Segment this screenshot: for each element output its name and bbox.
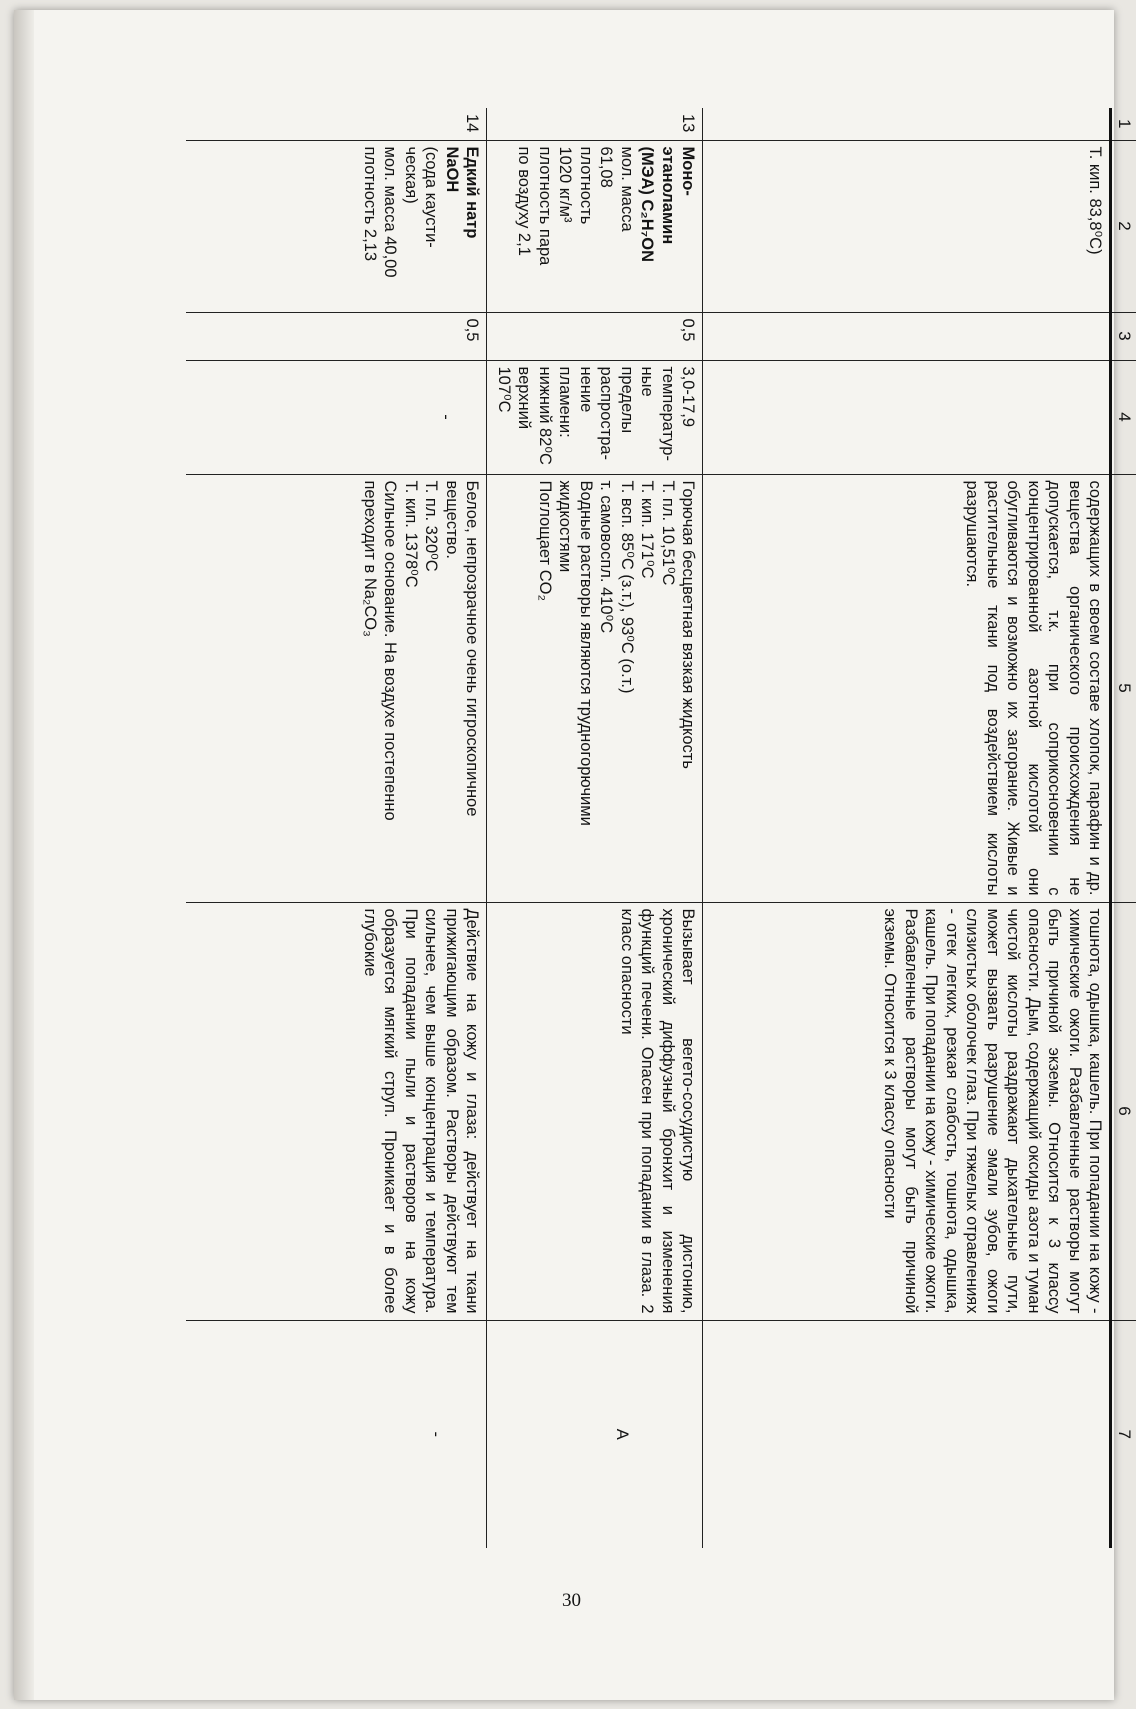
fire-limit-line: верхний	[515, 366, 534, 430]
cell-limit	[703, 312, 1111, 360]
col-header-5: 5	[1111, 474, 1136, 902]
property-line: Горючая бесцветная вязкая жидкость	[679, 480, 697, 769]
fire-limit-line: температур-	[658, 366, 677, 461]
substance-line: мол. масса 40,00	[381, 146, 400, 278]
cell-properties: содержащих в своем составе хлопок, парафин и др. вещества органического происхождения не допускается, т.к. при соприкосновении с концентрированной азотной кислотой они обугливаются и возможно их загорание. Живые и растительные ткани под воздействием кислоты разрушаются.	[703, 474, 1111, 902]
property-line: Т. всп. 85⁰С (з.т.), 93⁰С (о.т.)	[617, 480, 636, 694]
substance-line: плотность 2,13	[360, 146, 379, 262]
property-line: Т. кип. 171⁰С	[638, 480, 657, 579]
substance-line: ческая)	[401, 146, 420, 204]
cell-properties	[487, 474, 703, 902]
cell-properties	[187, 474, 487, 902]
substance-formula: NaOH	[442, 146, 461, 193]
cell-fire-limits	[487, 360, 703, 474]
hazard-table	[187, 108, 1136, 1548]
fire-limit-line: нение	[576, 366, 595, 413]
rotated-table-container	[136, 108, 1136, 1548]
cell-class	[703, 1320, 1111, 1548]
property-line: т. самовоспл. 410⁰С	[597, 480, 616, 634]
fire-limit-line: ные пределы	[617, 366, 657, 434]
cell-class: -	[187, 1320, 487, 1548]
cell-health-effects: тошнота, одышка, кашель. При попадании на кожу - химические ожоги. Разбавленные растворы могут быть причиной экземы. Относится к 3 классу опасности. Дым, содержащий оксиды азота и туман чистой кислоты раздражают дыхательные пути, может вызвать разрушение эмали зубов, ожоги слизистых оболочек глаз. При тяжелых отравлениях - отек легких, резкая слабость, тошнота, одышка, кашель. При попадании на кожу - химические ожоги. Разбавленные растворы могут быть причиной экземы. Относится к 3 классу опасности	[703, 902, 1111, 1320]
header-row	[1111, 108, 1136, 1548]
substance-line: Т. кип. 83,8⁰С)	[1086, 146, 1104, 255]
col-header-6: 6	[1111, 902, 1136, 1320]
fire-limit-line: пламени:	[556, 366, 575, 438]
substance-name-line: Моно-	[679, 146, 697, 196]
cell-limit: 0,5	[487, 312, 703, 360]
cell-health-effects: Вызывает вегето-сосудистую дистонию, хронический диффузный бронхит и изменения функций печени. Опасен при попадании в глаза. 2 класс опасности	[487, 902, 703, 1320]
fire-limit-line: 3,0-17,9	[679, 366, 697, 428]
substance-line: по воздуху 2,1	[515, 146, 534, 256]
property-line: Т. пл. 10,51⁰С	[658, 480, 677, 586]
cell-substance	[703, 140, 1111, 312]
substance-formula: (МЭА) C₂H₇ON	[638, 146, 657, 262]
property-line: Т. пл. 320⁰С	[422, 480, 441, 572]
substance-line: 61,08	[597, 146, 616, 188]
cell-class: А	[487, 1320, 703, 1548]
cell-substance	[487, 140, 703, 312]
property-line: Сильное основание. На воздухе постепенно переходит в Na₂CO₃	[360, 480, 400, 821]
table-row-13	[487, 108, 703, 1548]
property-line: Белое, непрозрачное очень гигроскопичное вещество.	[442, 480, 481, 817]
page-number: 30	[562, 1590, 581, 1611]
col-header-4: 4	[1111, 360, 1136, 474]
fire-limit-line: 107⁰С	[494, 366, 513, 413]
fire-limit-line: нижний 82⁰С	[535, 366, 554, 465]
col-header-7: 7	[1111, 1320, 1136, 1548]
substance-line: 1020 кг/м³	[556, 146, 575, 223]
property-line: Т. кип. 1378⁰С	[401, 480, 420, 588]
property-line: Водные растворы являются трудногорючими жидкостями	[556, 480, 595, 826]
substance-name-line: этаноламин	[658, 146, 677, 245]
table-row-continuation	[703, 108, 1111, 1548]
substance-line: плотность пара	[535, 146, 554, 266]
cell-fire-limits	[187, 360, 487, 474]
col-header-2: 2	[1111, 140, 1136, 312]
cell-health-effects: Действие на кожу и глаза: действует на ткани прижигающим образом. Растворы действуют тем сильнее, чем выше концентрация и температура. При попадании пыли и растворов на кожу образуется мягкий струп. Проникает и в более глубокие	[187, 902, 487, 1320]
page-edge-shadow	[14, 10, 34, 1700]
substance-name-line: Едкий натр	[463, 146, 481, 239]
col-header-1: 1	[1111, 108, 1136, 140]
cell-num: 13	[487, 108, 703, 140]
cell-num	[703, 108, 1111, 140]
cell-fire-limits	[703, 360, 1111, 474]
col-header-3: 3	[1111, 312, 1136, 360]
fire-limit-line: -	[437, 414, 455, 420]
cell-limit: 0,5	[187, 312, 487, 360]
fire-limit-line: распростра-	[597, 366, 616, 461]
substance-line: плотность	[576, 146, 595, 225]
table-row-14	[187, 108, 487, 1548]
property-line: Поглощает CO₂	[535, 480, 554, 601]
substance-line: мол. масса	[617, 146, 636, 232]
substance-line: (сода каусти-	[422, 146, 441, 248]
cell-substance	[187, 140, 487, 312]
cell-num: 14	[187, 108, 487, 140]
